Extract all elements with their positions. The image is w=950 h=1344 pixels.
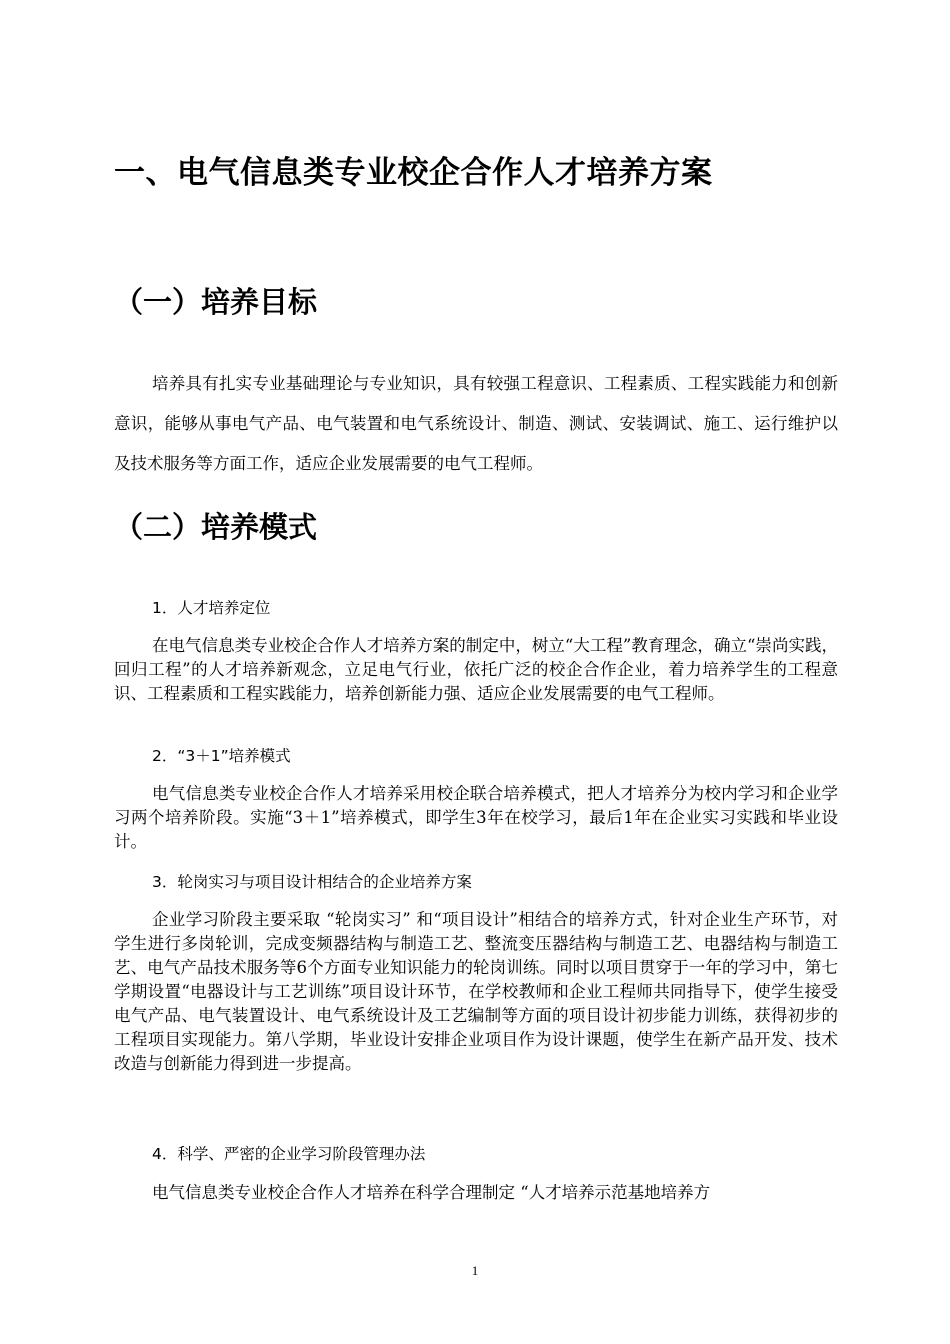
document-title: 一、电气信息类专业校企合作人才培养方案 bbox=[114, 155, 713, 191]
subheading-talent-positioning: 1．人才培养定位 bbox=[152, 599, 271, 617]
section-heading-training-mode: （二）培养模式 bbox=[114, 510, 318, 544]
rotation-internship-paragraph: 企业学习阶段主要采取 “轮岗实习” 和“项目设计”相结合的培养方式，针对企业生产环节，对学生进行多岗轮训，完成变频器结构与制造工艺、整流变压器结构与制造工艺、电器结构与制造工艺、电气产品技术服务等6个方面专业知识能力的轮岗训练。同时以项目贯穿于一年的学习中，第七学期设置“电器设计与工艺训练”项目设计环节，在学校教师和企业工程师共同指导下，使学生接受电气产品、电气装置设计、电气系统设计及工艺编制等方面的项目设计初步能力训练，获得初步的工程项目实现能力。第八学期，毕业设计安排企业项目作为设计课题，使学生在新产品开发、技术改造与创新能力得到进一步提高。 bbox=[114, 910, 838, 1073]
talent-positioning-paragraph: 在电气信息类专业校企合作人才培养方案的制定中，树立“大工程”教育理念，确立“崇尚实践，回归工程”的人才培养新观念，立足电气行业，依托广泛的校企合作企业，着力培养学生的工程意识、工程素质和工程实践能力，培养创新能力强、适应企业发展需要的电气工程师。 bbox=[114, 636, 838, 703]
subheading-rotation-internship: 3．轮岗实习与项目设计相结合的企业培养方案 bbox=[152, 873, 472, 891]
management-method-paragraph: 电气信息类专业校企合作人才培养在科学合理制定 “人才培养示范基地培养方 bbox=[152, 1183, 711, 1202]
3plus1-mode-paragraph: 电气信息类专业校企合作人才培养采用校企联合培养模式，把人才培养分为校内学习和企业学习两个培养阶段。实施“3＋1”培养模式，即学生3年在校学习，最后1年在企业实习实践和毕业设计。 bbox=[114, 784, 838, 851]
training-goal-paragraph: 培养具有扎实专业基础理论与专业知识，具有较强工程意识、工程素质、工程实践能力和创新意识，能够从事电气产品、电气装置和电气系统设计、制造、测试、安装调试、施工、运行维护以及技术服务等方面工作，适应企业发展需要的电气工程师。 bbox=[114, 374, 838, 473]
page-number: 1 bbox=[471, 1263, 479, 1278]
section-heading-training-goal: （一）培养目标 bbox=[114, 285, 318, 319]
subheading-3plus1-mode: 2．“3＋1”培养模式 bbox=[152, 747, 291, 765]
subheading-management-method: 4．科学、严密的企业学习阶段管理办法 bbox=[152, 1145, 426, 1163]
